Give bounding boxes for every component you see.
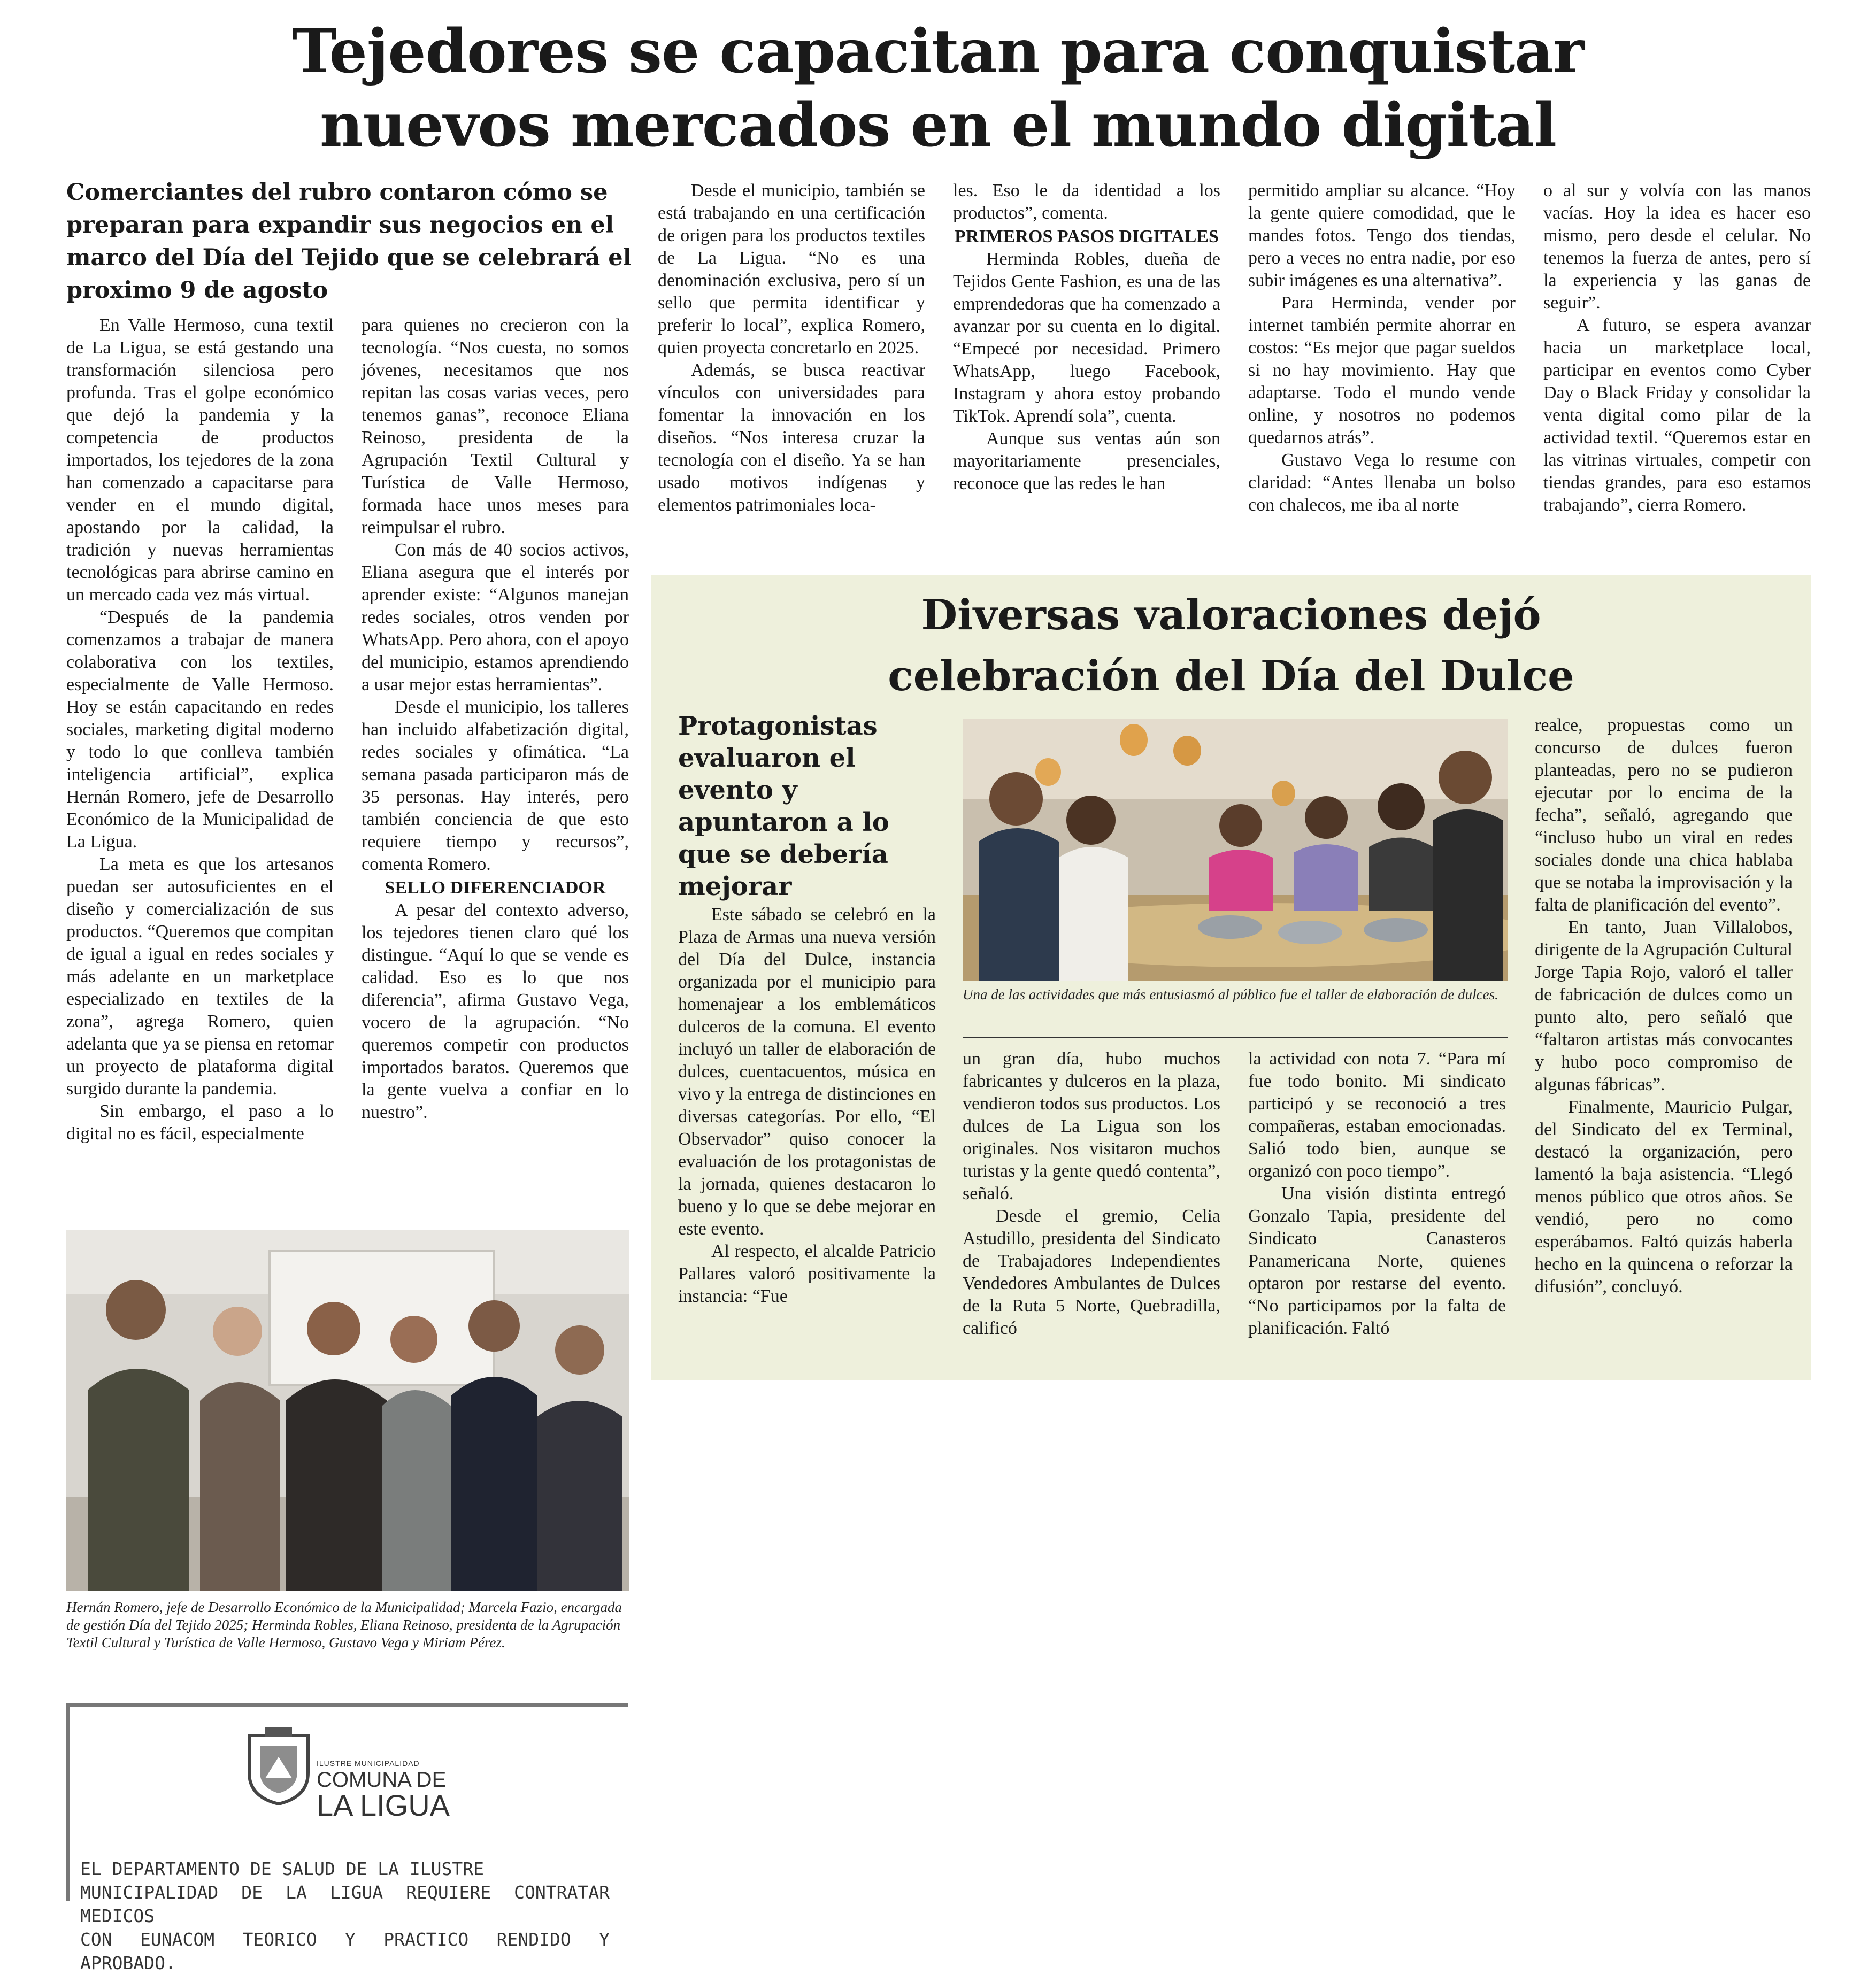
article1-column-1 <box>66 314 334 1218</box>
dulce-headline-line-2: celebración del Día del Dulce <box>888 652 1574 700</box>
paragraph: Con más de 40 socios activos, Eliana asegura que el interés por aprender existe: “Algunos manejan redes sociales, otros venden por WhatsApp. Pero ahora, con el apoyo del municipio, estamos aprendiendo a usar mejor estas herramientas”. <box>362 540 629 695</box>
paragraph: Para Herminda, vender por internet también permite ahorrar en costos: “Es mejor que pagar sueldos si no hay movimiento. Hay que adaptarse. Todo el mundo vende online, y nosotros no podemos quedarnos atrás”. <box>1248 293 1516 448</box>
dulce-photo-caption: Una de las actividades que más entusiasmó al público fue el taller de elaboración de dulces. <box>963 986 1498 1002</box>
paragraph: “Después de la pandemia comenzamos a trabajar de manera colaborativa con los textiles, especialmente de Valle Hermoso. Hoy se están capacitando en redes sociales, marketing digital moderno y todo lo que conlleva también inteligencia artificial”, explica Hernán Romero, jefe de Desarrollo Económico de la Municipalidad de La Ligua. <box>66 607 334 852</box>
article1-column-6 <box>1543 180 1811 554</box>
crest-comuna: COMUNA DE <box>317 1768 447 1792</box>
main-headline <box>0 15 1876 163</box>
paragraph: Herminda Robles, dueña de Tejidos Gente Fashion, es una de las emprendedoras que ha comenzado a avanzar por su cuenta en lo digital. “Empecé por necesidad. Primero WhatsApp, luego Facebook, Instagram y ahora estoy probando TikTok. Aprendí sola”, cuenta. <box>953 249 1220 426</box>
paragraph: A futuro, se espera avanzar hacia un marketplace local, participar en eventos como Cyber Day o Black Friday y consolidar la venta digital como pilar de la actividad textil. “Queremos estar en las vitrinas virtuales, competir con tiendas grandes, para eso estamos trabajando”, cierra Romero. <box>1543 315 1811 515</box>
paragraph: Una visión distinta entregó Gonzalo Tapia, presidente del Sindicato Canasteros Panamericana Norte, quienes optaron por restarse del evento. “No participamos por la falta de planificación. Faltó <box>1248 1184 1506 1338</box>
paragraph: Este sábado se celebró en la Plaza de Armas una nueva versión del Día del Dulce, instancia organizada por el municipio para homenajear a los emblemáticos dulceros de la comuna. El evento incluyó un taller de elaboración de dulces, cuentacuentos, música en vivo y la entrega de distinciones en diversas categorías. Por ello, “El Observador” quiso conocer la evaluación de los protagonistas de la jornada, quienes destacaron lo bueno y lo que se debe mejorar en este evento. <box>678 905 936 1239</box>
dulce-workshop-photo <box>963 719 1508 981</box>
paragraph: Aunque sus ventas aún son mayoritariamente presenciales, reconoce que las redes le han <box>953 429 1220 493</box>
ad-body-text <box>80 1857 610 1975</box>
article1-column-4 <box>953 180 1220 554</box>
caption-divider <box>963 1037 1508 1038</box>
paragraph: Además, se busca reactivar vínculos con universidades para fomentar la innovación en los diseños. “Nos interesa cruzar la tecnología con el diseño. Ya se han usado motivos indígenas y elementos patrimoniales loca- <box>658 360 925 515</box>
paragraph: para quienes no crecieron con la tecnología. “Nos cuesta, no somos jóvenes, necesitamos que nos repitan las cosas varias veces, pero tenemos ganas”, reconoce Eliana Reinoso, presidenta de la Agrupación Textil Cultural y Turística de Valle Hermoso, formada hace unos meses para reimpulsar el rubro. <box>362 315 629 537</box>
section-subhead: PRIMEROS PASOS DIGITALES <box>955 227 1219 246</box>
municipal-crest-icon <box>244 1725 313 1805</box>
textile-group-photo <box>66 1230 629 1591</box>
ad-line-1: EL DEPARTAMENTO DE SALUD DE LA ILUSTRE <box>80 1858 484 1879</box>
paragraph: Al respecto, el alcalde Patricio Pallares valoró positivamente la instancia: “Fue <box>678 1241 936 1306</box>
paragraph: la actividad con nota 7. “Para mí fue todo bonito. Mi sindicato participó y se reconoció a tres compañeras, estaban emocionadas. Salió todo bien, aunque se organizó con poco tiempo”. <box>1248 1049 1506 1181</box>
dulce-column-3 <box>1248 1048 1506 1374</box>
paragraph: Desde el gremio, Celia Astudillo, presidenta del Sindicato de Trabajadores Independientes Vendedores Ambulantes de Dulces de la Ruta 5 Norte, Quebradilla, calificó <box>963 1206 1220 1338</box>
paragraph: un gran día, hubo muchos fabricantes y dulceros en la plaza, vendieron todos sus productos. Los dulces de La Ligua son los originales. Nos visitaron muchos turistas y la gente quedó contenta”, señaló. <box>963 1049 1220 1203</box>
article1-column-5 <box>1248 180 1516 554</box>
ad-line-3: CON EUNACOM TEORICO Y PRACTICO RENDIDO Y APROBADO. <box>80 1929 610 1973</box>
paragraph: o al sur y volvía con las manos vacías. Hoy la idea es hacer eso mismo, pero desde el celular. No tenemos la fuerza de antes, pero sí la experiencia y las ganas de seguir”. <box>1543 181 1811 313</box>
paragraph: La meta es que los artesanos puedan ser autosuficientes en el diseño y comercialización de sus productos. “Queremos que compitan de igual a igual en redes sociales y más adelante en un marketplace especializado en textiles de la zona”, agrega Romero, quien adelanta que ya se piensa en retomar un proyecto de plataforma digital surgido durante la pandemia. <box>66 854 334 1099</box>
dulce-headline-line-1: Diversas valoraciones dejó <box>921 591 1541 639</box>
paragraph: realce, propuestas como un concurso de dulces fueron planteadas, pero no se pudieron ejecutar por lo encima de la fecha”, señaló, agregando que “incluso hubo un viral en redes sociales donde una chica hablaba que se notaba la improvisación y la falta de planificación del evento”. <box>1535 715 1793 915</box>
main-headline-line-2: nuevos mercados en el mundo digital <box>320 90 1556 160</box>
paragraph: Desde el municipio, también se está trabajando en una certificación de origen para los productos textiles de La Ligua. “No es una denominación exclusiva, pero sí un sello que permita identificar y preferir lo local”, explica Romero, quien proyecta concretarlo en 2025. <box>658 181 925 358</box>
dulce-deck: Protagonistas evaluaron el evento y apuntaron a lo que se debería mejorar <box>678 711 889 901</box>
section-subhead: SELLO DIFERENCIADOR <box>385 878 606 898</box>
paragraph: A pesar del contexto adverso, los tejedores tienen claro qué los distingue. “Aquí lo que se vende es calidad. Eso es lo que nos diferencia”, afirma Gustavo Vega, vocero de la agrupación. “No queremos competir con productos importados baratos. Queremos que la gente vuelva a confiar en lo nuestro”. <box>362 900 629 1122</box>
crest-subtitle: ILUSTRE MUNICIPALIDAD <box>317 1759 420 1768</box>
paragraph: Finalmente, Mauricio Pulgar, del Sindicato del ex Terminal, destacó la organización, pero lamentó la baja asistencia. “Llegó menos público que otros años. Se vendió, pero no como esperábamos. Faltó quizás haberla hecho en la quincena o reforzar la difusión”, concluyó. <box>1535 1097 1793 1297</box>
paragraph: En Valle Hermoso, cuna textil de La Ligua, se está gestando una transformación silenciosa pero profunda. Tras el golpe económico que dejó la pandemia y la competencia de productos importados, los tejedores de la zona han comenzado a capacitarse para vender en el mundo digital, apostando por la calidad, la tradición y nuevas herramientas tecnológicas para abrirse camino en un mercado cada vez más virtual. <box>66 315 334 605</box>
dulce-headline <box>651 585 1811 707</box>
paragraph: En tanto, Juan Villalobos, dirigente de la Agrupación Cultural Jorge Tapia Rojo, valoró el taller de fabricación de dulces como un punto alto, pero señaló que “faltaron artistas más convocantes y hubo poco compromiso de algunas fábricas”. <box>1535 917 1793 1094</box>
dulce-column-1 <box>678 904 936 1374</box>
ad-line-2: MUNICIPALIDAD DE LA LIGUA REQUIERE CONTRATAR MEDICOS <box>80 1882 610 1926</box>
dulce-column-4 <box>1535 714 1793 1375</box>
paragraph: permitido ampliar su alcance. “Hoy la gente quiere comodidad, que le mandes fotos. Tengo dos tiendas, pero a veces no entra nadie, por eso subir imágenes es una alternativa”. <box>1248 181 1516 290</box>
paragraph: les. Eso le da identidad a los productos”, comenta. <box>953 181 1220 223</box>
paragraph: Gustavo Vega lo resume con claridad: “Antes llenaba un bolso con chalecos, me iba al norte <box>1248 450 1516 515</box>
textile-photo-caption: Hernán Romero, jefe de Desarrollo Económico de la Municipalidad; Marcela Fazio, encargada de gestión Día del Tejido 2025; Herminda Robles, Eliana Reinoso, presidenta de la Agrupación Textil Cultural y Turística de Valle Hermoso, Gustavo Vega y Miriam Pérez. <box>66 1599 622 1650</box>
article1-column-2 <box>362 314 629 1218</box>
main-headline-line-1: Tejedores se capacitan para conquistar <box>292 17 1584 87</box>
article1-column-3 <box>658 180 925 554</box>
article-deck: Comerciantes del rubro contaron cómo se preparan para expandir sus negocios en el marco del Día del Tejido que se celebrará el proximo 9 de agosto <box>66 179 632 304</box>
paragraph: Desde el municipio, los talleres han incluido alfabetización digital, redes sociales y ofimática. “La semana pasada participaron más de 35 personas. Hay interés, pero también conciencia de que esto requiere tiempo y recursos”, comenta Romero. <box>362 697 629 874</box>
paragraph: Sin embargo, el paso a lo digital no es fácil, especialmente <box>66 1101 334 1144</box>
dulce-column-2 <box>963 1048 1220 1374</box>
crest-la-ligua: LA LIGUA <box>317 1788 450 1822</box>
